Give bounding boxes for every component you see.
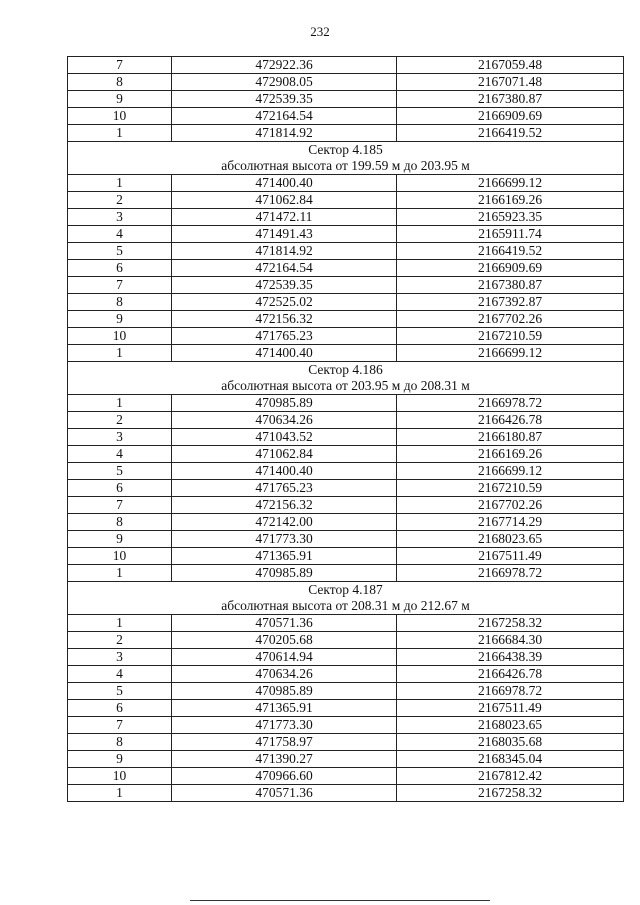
page-number: 232 (310, 24, 330, 39)
table-row (68, 514, 624, 531)
x-coordinate-cell: 471765.23 (172, 328, 397, 345)
y-coordinate-cell: 2166438.39 (397, 649, 624, 666)
table-row (68, 91, 624, 108)
x-coordinate-cell: 471765.23 (172, 480, 397, 497)
table-row (68, 615, 624, 632)
y-coordinate-cell: 2166426.78 (397, 666, 624, 683)
table-row (68, 226, 624, 243)
table-row (68, 311, 624, 328)
point-number-cell: 7 (68, 497, 172, 514)
y-coordinate-cell: 2166426.78 (397, 412, 624, 429)
y-coordinate-cell: 2168345.04 (397, 751, 624, 768)
x-coordinate-cell: 470985.89 (172, 395, 397, 412)
point-number-cell: 6 (68, 260, 172, 277)
table-row (68, 429, 624, 446)
point-number-cell: 4 (68, 226, 172, 243)
point-number-cell: 5 (68, 243, 172, 260)
sector-title-row (68, 142, 624, 159)
x-coordinate-cell: 472539.35 (172, 277, 397, 294)
y-coordinate-cell: 2166978.72 (397, 683, 624, 700)
table-row (68, 74, 624, 91)
point-number-cell: 2 (68, 632, 172, 649)
point-number-cell: 3 (68, 429, 172, 446)
y-coordinate-cell: 2166419.52 (397, 243, 624, 260)
x-coordinate-cell: 470985.89 (172, 565, 397, 582)
x-coordinate-cell: 470966.60 (172, 768, 397, 785)
point-number-cell: 2 (68, 412, 172, 429)
y-coordinate-cell: 2167392.87 (397, 294, 624, 311)
point-number-cell: 9 (68, 531, 172, 548)
x-coordinate-cell: 471773.30 (172, 717, 397, 734)
table-row (68, 412, 624, 429)
y-coordinate-cell: 2167258.32 (397, 785, 624, 802)
table-row (68, 57, 624, 74)
table-row (68, 345, 624, 362)
x-coordinate-cell: 472922.36 (172, 57, 397, 74)
table-row (68, 294, 624, 311)
table-row (68, 548, 624, 565)
y-coordinate-cell: 2165923.35 (397, 209, 624, 226)
table-row (68, 666, 624, 683)
table-row (68, 768, 624, 785)
x-coordinate-cell: 472142.00 (172, 514, 397, 531)
point-number-cell: 10 (68, 108, 172, 125)
sector-title-row (68, 362, 624, 379)
coordinates-table (67, 56, 624, 802)
point-number-cell: 3 (68, 649, 172, 666)
table-row (68, 785, 624, 802)
point-number-cell: 8 (68, 74, 172, 91)
table-row (68, 125, 624, 142)
x-coordinate-cell: 471365.91 (172, 700, 397, 717)
point-number-cell: 7 (68, 717, 172, 734)
table-row (68, 277, 624, 294)
point-number-cell: 7 (68, 277, 172, 294)
sector-height: абсолютная высота от 203.95 м до 208.31 м (68, 378, 624, 395)
x-coordinate-cell: 471043.52 (172, 429, 397, 446)
x-coordinate-cell: 471814.92 (172, 243, 397, 260)
y-coordinate-cell: 2166909.69 (397, 108, 624, 125)
coordinates-table-body (68, 57, 624, 802)
sector-title: Сектор 4.187 (68, 582, 624, 599)
point-number-cell: 4 (68, 446, 172, 463)
x-coordinate-cell: 471491.43 (172, 226, 397, 243)
point-number-cell: 5 (68, 683, 172, 700)
sector-height-row (68, 598, 624, 615)
y-coordinate-cell: 2167210.59 (397, 480, 624, 497)
point-number-cell: 1 (68, 395, 172, 412)
point-number-cell: 10 (68, 768, 172, 785)
point-number-cell: 10 (68, 328, 172, 345)
y-coordinate-cell: 2168023.65 (397, 531, 624, 548)
x-coordinate-cell: 472156.32 (172, 497, 397, 514)
point-number-cell: 7 (68, 57, 172, 74)
x-coordinate-cell: 471814.92 (172, 125, 397, 142)
x-coordinate-cell: 470634.26 (172, 412, 397, 429)
table-row (68, 175, 624, 192)
x-coordinate-cell: 470985.89 (172, 683, 397, 700)
x-coordinate-cell: 470571.36 (172, 615, 397, 632)
table-row (68, 446, 624, 463)
y-coordinate-cell: 2168035.68 (397, 734, 624, 751)
x-coordinate-cell: 471365.91 (172, 548, 397, 565)
table-row (68, 700, 624, 717)
y-coordinate-cell: 2167071.48 (397, 74, 624, 91)
table-row (68, 683, 624, 700)
table-row (68, 751, 624, 768)
y-coordinate-cell: 2166684.30 (397, 632, 624, 649)
table-row (68, 463, 624, 480)
x-coordinate-cell: 472525.02 (172, 294, 397, 311)
point-number-cell: 1 (68, 345, 172, 362)
point-number-cell: 9 (68, 751, 172, 768)
point-number-cell: 6 (68, 480, 172, 497)
y-coordinate-cell: 2166699.12 (397, 175, 624, 192)
sector-height: абсолютная высота от 199.59 м до 203.95 м (68, 158, 624, 175)
table-row (68, 565, 624, 582)
y-coordinate-cell: 2166978.72 (397, 565, 624, 582)
y-coordinate-cell: 2167511.49 (397, 700, 624, 717)
y-coordinate-cell: 2166180.87 (397, 429, 624, 446)
y-coordinate-cell: 2166909.69 (397, 260, 624, 277)
point-number-cell: 1 (68, 175, 172, 192)
footer-line (190, 900, 490, 901)
x-coordinate-cell: 471773.30 (172, 531, 397, 548)
table-row (68, 243, 624, 260)
table-row (68, 734, 624, 751)
sector-height: абсолютная высота от 208.31 м до 212.67 м (68, 598, 624, 615)
table-row (68, 717, 624, 734)
y-coordinate-cell: 2167258.32 (397, 615, 624, 632)
table-row (68, 531, 624, 548)
x-coordinate-cell: 470634.26 (172, 666, 397, 683)
sector-title-row (68, 582, 624, 599)
y-coordinate-cell: 2166699.12 (397, 463, 624, 480)
x-coordinate-cell: 472164.54 (172, 108, 397, 125)
y-coordinate-cell: 2167059.48 (397, 57, 624, 74)
table-row (68, 209, 624, 226)
y-coordinate-cell: 2167380.87 (397, 277, 624, 294)
table-row (68, 108, 624, 125)
point-number-cell: 1 (68, 125, 172, 142)
x-coordinate-cell: 471390.27 (172, 751, 397, 768)
sector-height-row (68, 378, 624, 395)
point-number-cell: 9 (68, 311, 172, 328)
y-coordinate-cell: 2166699.12 (397, 345, 624, 362)
sector-height-row (68, 158, 624, 175)
y-coordinate-cell: 2167714.29 (397, 514, 624, 531)
y-coordinate-cell: 2167210.59 (397, 328, 624, 345)
point-number-cell: 1 (68, 565, 172, 582)
point-number-cell: 3 (68, 209, 172, 226)
x-coordinate-cell: 470571.36 (172, 785, 397, 802)
x-coordinate-cell: 471062.84 (172, 192, 397, 209)
x-coordinate-cell: 472539.35 (172, 91, 397, 108)
x-coordinate-cell: 472908.05 (172, 74, 397, 91)
y-coordinate-cell: 2167812.42 (397, 768, 624, 785)
y-coordinate-cell: 2166169.26 (397, 192, 624, 209)
table-row (68, 395, 624, 412)
point-number-cell: 1 (68, 785, 172, 802)
x-coordinate-cell: 470614.94 (172, 649, 397, 666)
x-coordinate-cell: 471400.40 (172, 463, 397, 480)
point-number-cell: 2 (68, 192, 172, 209)
x-coordinate-cell: 472156.32 (172, 311, 397, 328)
table-row (68, 649, 624, 666)
y-coordinate-cell: 2167380.87 (397, 91, 624, 108)
sector-title: Сектор 4.186 (68, 362, 624, 379)
y-coordinate-cell: 2165911.74 (397, 226, 624, 243)
point-number-cell: 4 (68, 666, 172, 683)
table-row (68, 632, 624, 649)
x-coordinate-cell: 471400.40 (172, 345, 397, 362)
point-number-cell: 8 (68, 514, 172, 531)
y-coordinate-cell: 2167702.26 (397, 311, 624, 328)
x-coordinate-cell: 470205.68 (172, 632, 397, 649)
x-coordinate-cell: 471400.40 (172, 175, 397, 192)
table-row (68, 497, 624, 514)
table-row (68, 192, 624, 209)
point-number-cell: 6 (68, 700, 172, 717)
x-coordinate-cell: 472164.54 (172, 260, 397, 277)
table-row (68, 328, 624, 345)
y-coordinate-cell: 2166169.26 (397, 446, 624, 463)
point-number-cell: 1 (68, 615, 172, 632)
y-coordinate-cell: 2166419.52 (397, 125, 624, 142)
point-number-cell: 8 (68, 294, 172, 311)
point-number-cell: 10 (68, 548, 172, 565)
y-coordinate-cell: 2167511.49 (397, 548, 624, 565)
point-number-cell: 9 (68, 91, 172, 108)
x-coordinate-cell: 471062.84 (172, 446, 397, 463)
y-coordinate-cell: 2166978.72 (397, 395, 624, 412)
x-coordinate-cell: 471472.11 (172, 209, 397, 226)
x-coordinate-cell: 471758.97 (172, 734, 397, 751)
y-coordinate-cell: 2168023.65 (397, 717, 624, 734)
table-row (68, 480, 624, 497)
point-number-cell: 8 (68, 734, 172, 751)
sector-title: Сектор 4.185 (68, 142, 624, 159)
y-coordinate-cell: 2167702.26 (397, 497, 624, 514)
point-number-cell: 5 (68, 463, 172, 480)
table-row (68, 260, 624, 277)
